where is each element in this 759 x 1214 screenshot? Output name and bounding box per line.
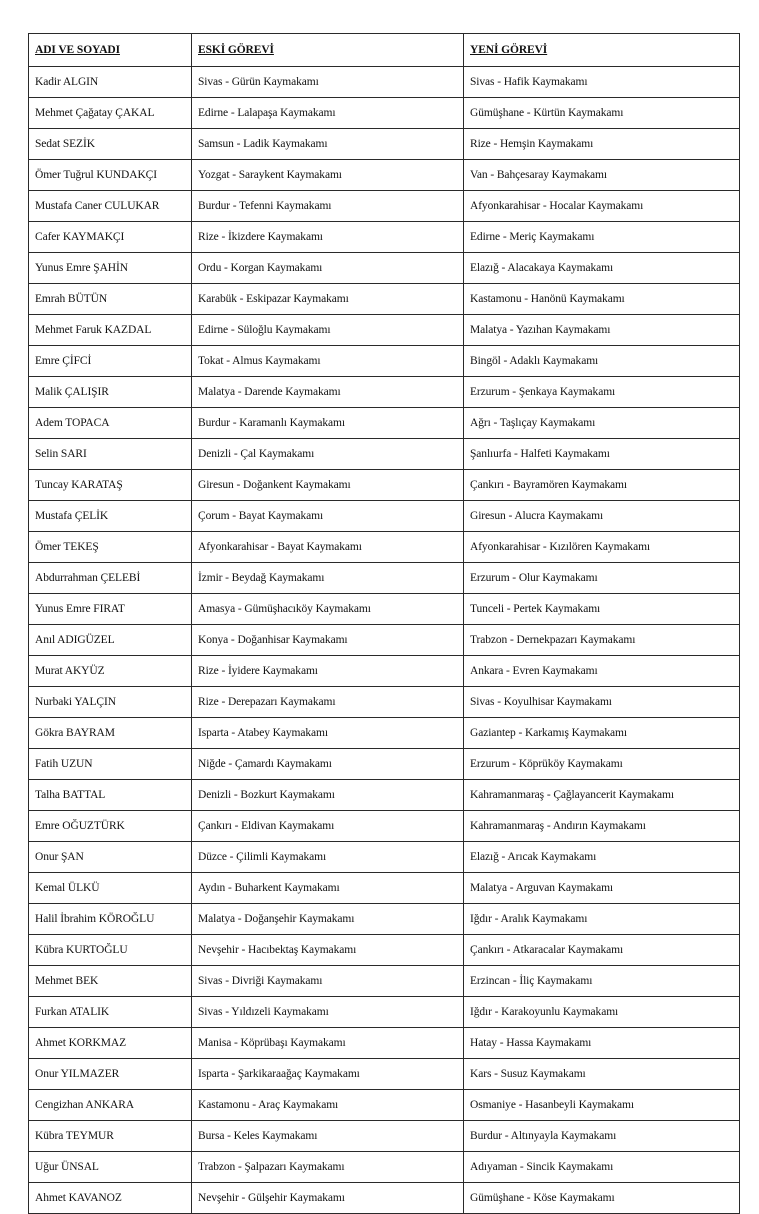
table-row: [29, 408, 740, 439]
column-header-new-post: YENİ GÖREVİ: [464, 34, 740, 67]
cell-new-post: Elazığ - Alacakaya Kaymakamı: [464, 253, 740, 284]
table-row: [29, 594, 740, 625]
cell-name: Yunus Emre FIRAT: [29, 594, 192, 625]
cell-name: Sedat SEZİK: [29, 129, 192, 160]
cell-old-post: Manisa - Köprübaşı Kaymakamı: [192, 1028, 464, 1059]
cell-name: Tuncay KARATAŞ: [29, 470, 192, 501]
cell-old-post: Tokat - Almus Kaymakamı: [192, 346, 464, 377]
cell-name: Mehmet BEK: [29, 966, 192, 997]
cell-name: Malik ÇALIŞIR: [29, 377, 192, 408]
cell-name: Kübra TEYMUR: [29, 1121, 192, 1152]
cell-new-post: Kars - Susuz Kaymakamı: [464, 1059, 740, 1090]
cell-name: Emre ÇİFCİ: [29, 346, 192, 377]
table-row: [29, 129, 740, 160]
cell-old-post: Çankırı - Eldivan Kaymakamı: [192, 811, 464, 842]
cell-new-post: Hatay - Hassa Kaymakamı: [464, 1028, 740, 1059]
cell-name: Kemal ÜLKÜ: [29, 873, 192, 904]
table-row: [29, 346, 740, 377]
table-row: [29, 935, 740, 966]
table-row: [29, 1028, 740, 1059]
cell-old-post: Malatya - Darende Kaymakamı: [192, 377, 464, 408]
table-row: [29, 842, 740, 873]
table-row: [29, 439, 740, 470]
cell-old-post: Rize - Derepazarı Kaymakamı: [192, 687, 464, 718]
cell-old-post: Sivas - Divriği Kaymakamı: [192, 966, 464, 997]
cell-old-post: Sivas - Yıldızeli Kaymakamı: [192, 997, 464, 1028]
table-row: [29, 222, 740, 253]
cell-old-post: Malatya - Doğanşehir Kaymakamı: [192, 904, 464, 935]
cell-new-post: Osmaniye - Hasanbeyli Kaymakamı: [464, 1090, 740, 1121]
cell-new-post: Bingöl - Adaklı Kaymakamı: [464, 346, 740, 377]
table-row: [29, 532, 740, 563]
cell-new-post: Malatya - Yazıhan Kaymakamı: [464, 315, 740, 346]
cell-new-post: Iğdır - Karakoyunlu Kaymakamı: [464, 997, 740, 1028]
cell-new-post: Adıyaman - Sincik Kaymakamı: [464, 1152, 740, 1183]
cell-old-post: Kastamonu - Araç Kaymakamı: [192, 1090, 464, 1121]
table-row: [29, 904, 740, 935]
cell-old-post: Denizli - Bozkurt Kaymakamı: [192, 780, 464, 811]
table-body: [29, 67, 740, 1214]
cell-name: Ahmet KAVANOZ: [29, 1183, 192, 1214]
table-row: [29, 1121, 740, 1152]
cell-new-post: Sivas - Koyulhisar Kaymakamı: [464, 687, 740, 718]
cell-name: Selin SARI: [29, 439, 192, 470]
table-row: [29, 253, 740, 284]
table-row: [29, 811, 740, 842]
cell-old-post: Karabük - Eskipazar Kaymakamı: [192, 284, 464, 315]
cell-new-post: Erzurum - Olur Kaymakamı: [464, 563, 740, 594]
table-row: [29, 780, 740, 811]
cell-old-post: Nevşehir - Hacıbektaş Kaymakamı: [192, 935, 464, 966]
table-row: [29, 98, 740, 129]
table-header-row: [29, 34, 740, 67]
cell-new-post: Burdur - Altınyayla Kaymakamı: [464, 1121, 740, 1152]
cell-name: Ömer TEKEŞ: [29, 532, 192, 563]
cell-new-post: Elazığ - Arıcak Kaymakamı: [464, 842, 740, 873]
cell-old-post: Rize - İyidere Kaymakamı: [192, 656, 464, 687]
cell-name: Cengizhan ANKARA: [29, 1090, 192, 1121]
table-row: [29, 625, 740, 656]
cell-name: Ahmet KORKMAZ: [29, 1028, 192, 1059]
cell-name: Emrah BÜTÜN: [29, 284, 192, 315]
cell-new-post: Edirne - Meriç Kaymakamı: [464, 222, 740, 253]
cell-name: Onur ŞAN: [29, 842, 192, 873]
cell-old-post: Rize - İkizdere Kaymakamı: [192, 222, 464, 253]
cell-new-post: Iğdır - Aralık Kaymakamı: [464, 904, 740, 935]
cell-old-post: Çorum - Bayat Kaymakamı: [192, 501, 464, 532]
cell-new-post: Afyonkarahisar - Hocalar Kaymakamı: [464, 191, 740, 222]
cell-old-post: Afyonkarahisar - Bayat Kaymakamı: [192, 532, 464, 563]
cell-new-post: Gümüşhane - Kürtün Kaymakamı: [464, 98, 740, 129]
table-row: [29, 656, 740, 687]
cell-old-post: Düzce - Çilimli Kaymakamı: [192, 842, 464, 873]
cell-old-post: Aydın - Buharkent Kaymakamı: [192, 873, 464, 904]
cell-name: Uğur ÜNSAL: [29, 1152, 192, 1183]
table-row: [29, 966, 740, 997]
cell-new-post: Erzurum - Köprüköy Kaymakamı: [464, 749, 740, 780]
cell-old-post: İzmir - Beydağ Kaymakamı: [192, 563, 464, 594]
cell-old-post: Trabzon - Şalpazarı Kaymakamı: [192, 1152, 464, 1183]
cell-name: Ömer Tuğrul KUNDAKÇI: [29, 160, 192, 191]
cell-name: Adem TOPACA: [29, 408, 192, 439]
cell-old-post: Edirne - Lalapaşa Kaymakamı: [192, 98, 464, 129]
cell-old-post: Yozgat - Saraykent Kaymakamı: [192, 160, 464, 191]
cell-name: Furkan ATALIK: [29, 997, 192, 1028]
cell-name: Talha BATTAL: [29, 780, 192, 811]
table-row: [29, 718, 740, 749]
cell-new-post: Tunceli - Pertek Kaymakamı: [464, 594, 740, 625]
cell-old-post: Giresun - Doğankent Kaymakamı: [192, 470, 464, 501]
cell-old-post: Niğde - Çamardı Kaymakamı: [192, 749, 464, 780]
cell-old-post: Burdur - Tefenni Kaymakamı: [192, 191, 464, 222]
cell-name: Abdurrahman ÇELEBİ: [29, 563, 192, 594]
table-row: [29, 191, 740, 222]
appointments-table: [28, 33, 740, 1214]
cell-new-post: Ağrı - Taşlıçay Kaymakamı: [464, 408, 740, 439]
cell-name: Anıl ADIGÜZEL: [29, 625, 192, 656]
cell-name: Halil İbrahim KÖROĞLU: [29, 904, 192, 935]
cell-name: Mehmet Faruk KAZDAL: [29, 315, 192, 346]
cell-old-post: Isparta - Şarkikaraağaç Kaymakamı: [192, 1059, 464, 1090]
table-row: [29, 997, 740, 1028]
cell-new-post: Afyonkarahisar - Kızılören Kaymakamı: [464, 532, 740, 563]
cell-old-post: Denizli - Çal Kaymakamı: [192, 439, 464, 470]
cell-name: Fatih UZUN: [29, 749, 192, 780]
table-row: [29, 501, 740, 532]
cell-name: Kadir ALGIN: [29, 67, 192, 98]
cell-old-post: Samsun - Ladik Kaymakamı: [192, 129, 464, 160]
cell-new-post: Trabzon - Dernekpazarı Kaymakamı: [464, 625, 740, 656]
table-row: [29, 1090, 740, 1121]
cell-new-post: Malatya - Arguvan Kaymakamı: [464, 873, 740, 904]
cell-name: Yunus Emre ŞAHİN: [29, 253, 192, 284]
cell-new-post: Rize - Hemşin Kaymakamı: [464, 129, 740, 160]
table-row: [29, 470, 740, 501]
cell-name: Mehmet Çağatay ÇAKAL: [29, 98, 192, 129]
cell-new-post: Van - Bahçesaray Kaymakamı: [464, 160, 740, 191]
cell-old-post: Nevşehir - Gülşehir Kaymakamı: [192, 1183, 464, 1214]
cell-name: Emre OĞUZTÜRK: [29, 811, 192, 842]
table-row: [29, 1059, 740, 1090]
table-row: [29, 160, 740, 191]
table-row: [29, 284, 740, 315]
cell-old-post: Edirne - Süloğlu Kaymakamı: [192, 315, 464, 346]
cell-name: Kübra KURTOĞLU: [29, 935, 192, 966]
cell-old-post: Isparta - Atabey Kaymakamı: [192, 718, 464, 749]
cell-new-post: Kahramanmaraş - Andırın Kaymakamı: [464, 811, 740, 842]
table-row: [29, 315, 740, 346]
cell-name: Murat AKYÜZ: [29, 656, 192, 687]
cell-old-post: Ordu - Korgan Kaymakamı: [192, 253, 464, 284]
column-header-old-post: ESKİ GÖREVİ: [192, 34, 464, 67]
table-row: [29, 563, 740, 594]
cell-new-post: Gaziantep - Karkamış Kaymakamı: [464, 718, 740, 749]
cell-old-post: Amasya - Gümüşhacıköy Kaymakamı: [192, 594, 464, 625]
table-row: [29, 377, 740, 408]
cell-name: Gökra BAYRAM: [29, 718, 192, 749]
cell-new-post: Giresun - Alucra Kaymakamı: [464, 501, 740, 532]
cell-old-post: Bursa - Keles Kaymakamı: [192, 1121, 464, 1152]
cell-name: Cafer KAYMAKÇI: [29, 222, 192, 253]
table-row: [29, 749, 740, 780]
cell-name: Mustafa Caner CULUKAR: [29, 191, 192, 222]
cell-new-post: Sivas - Hafik Kaymakamı: [464, 67, 740, 98]
cell-name: Nurbaki YALÇIN: [29, 687, 192, 718]
cell-new-post: Çankırı - Bayramören Kaymakamı: [464, 470, 740, 501]
cell-new-post: Ankara - Evren Kaymakamı: [464, 656, 740, 687]
table-row: [29, 687, 740, 718]
cell-old-post: Burdur - Karamanlı Kaymakamı: [192, 408, 464, 439]
cell-new-post: Kahramanmaraş - Çağlayancerit Kaymakamı: [464, 780, 740, 811]
cell-name: Mustafa ÇELİK: [29, 501, 192, 532]
table-row: [29, 1152, 740, 1183]
table-row: [29, 873, 740, 904]
cell-new-post: Kastamonu - Hanönü Kaymakamı: [464, 284, 740, 315]
table-row: [29, 1183, 740, 1214]
cell-old-post: Konya - Doğanhisar Kaymakamı: [192, 625, 464, 656]
cell-new-post: Şanlıurfa - Halfeti Kaymakamı: [464, 439, 740, 470]
table-row: [29, 67, 740, 98]
cell-new-post: Erzincan - İliç Kaymakamı: [464, 966, 740, 997]
cell-new-post: Gümüşhane - Köse Kaymakamı: [464, 1183, 740, 1214]
cell-old-post: Sivas - Gürün Kaymakamı: [192, 67, 464, 98]
cell-name: Onur YILMAZER: [29, 1059, 192, 1090]
cell-new-post: Çankırı - Atkaracalar Kaymakamı: [464, 935, 740, 966]
cell-new-post: Erzurum - Şenkaya Kaymakamı: [464, 377, 740, 408]
column-header-name: ADI VE SOYADI: [29, 34, 192, 67]
